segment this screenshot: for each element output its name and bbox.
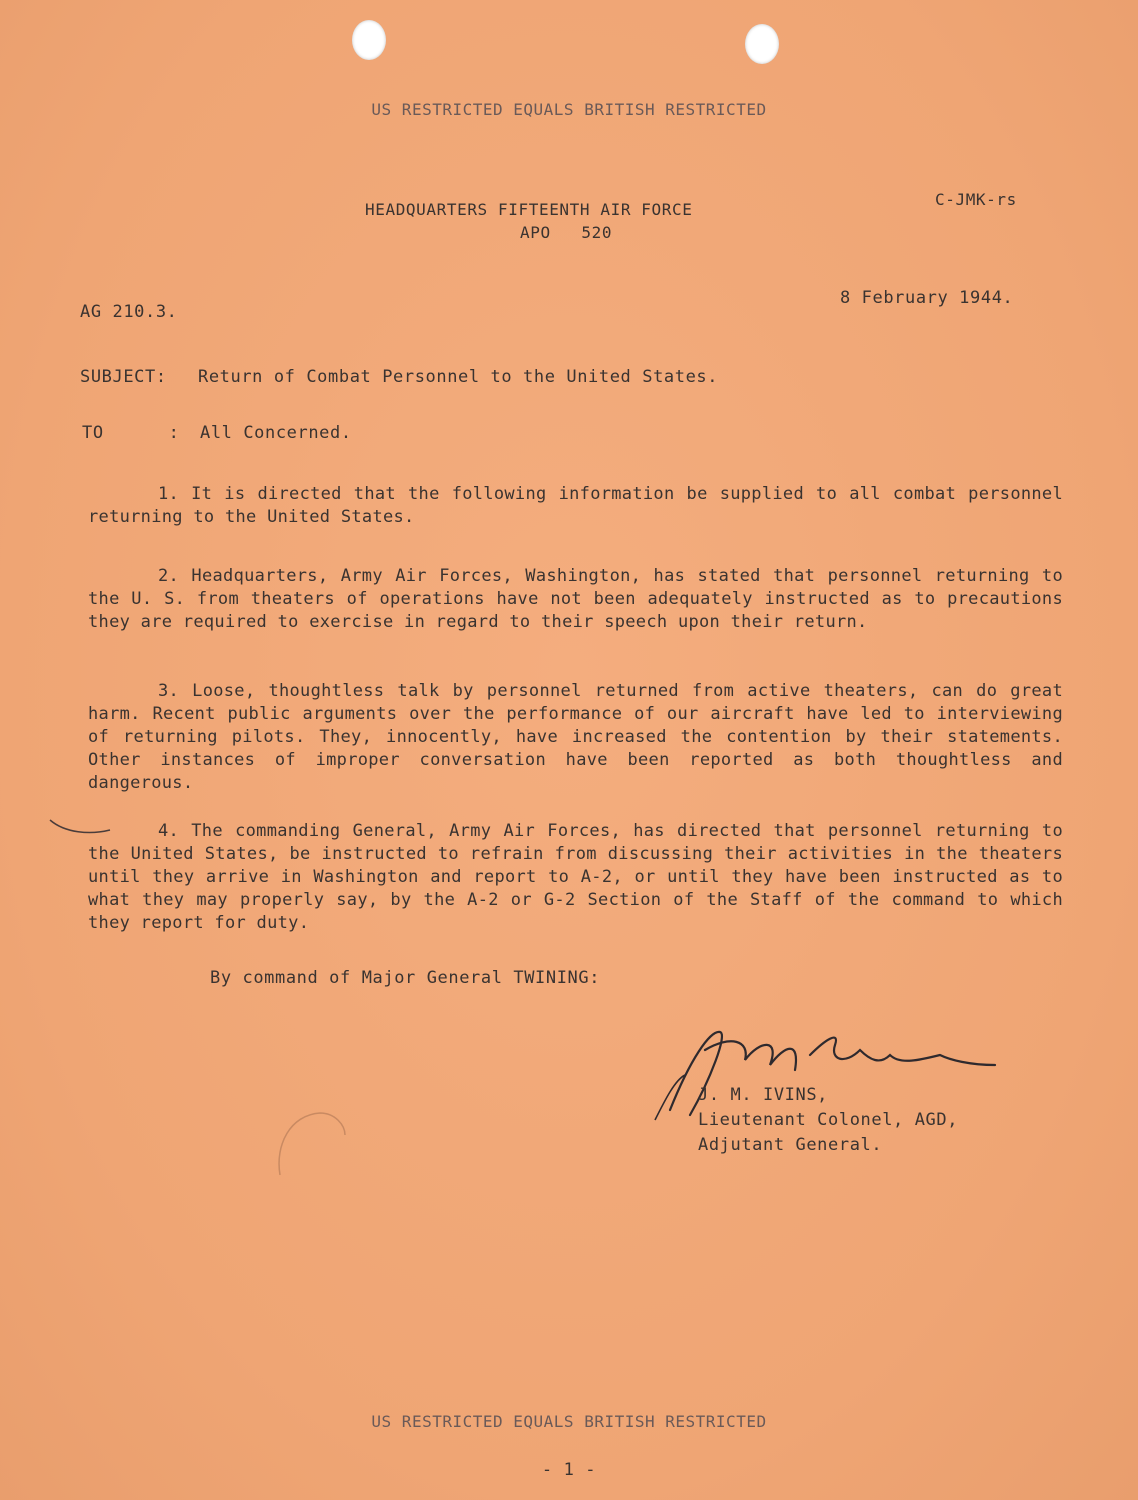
document-date: 8 February 1944. [840,288,1014,308]
hq-heading: HEADQUARTERS FIFTEENTH AIR FORCE [365,200,693,219]
to-label: TO : [82,423,180,443]
paragraph-3 [88,680,1063,795]
paragraph-1 [88,483,1063,529]
to-text: All Concerned. [200,423,352,443]
punch-hole-right [745,24,779,64]
classification-top: US RESTRICTED EQUALS BRITISH RESTRICTED [371,100,767,119]
pencil-mark [45,815,115,840]
subject-text: Return of Combat Personnel to the United States. [198,367,719,387]
paragraph-4-text: 4. The commanding General, Army Air Forces, has directed that personnel returning to the United States, be instructed to refrain from discussing their activities in the theaters until they arrive in Washington and report to A-2, or until they have been instructed as to what they may properly say, by the A-2 or G-2 Section of the Staff of the command to which they report for duty. [88,821,1063,933]
paragraph-2-text: 2. Headquarters, Army Air Forces, Washington, has stated that personnel returning to the U. S. from theaters of operations have not been adequately instructed as to precautions they are required to exercise in regard to their speech upon their return. [88,566,1063,632]
faint-circle-mark [270,1105,350,1185]
punch-hole-left [352,20,386,60]
signatory-rank: Lieutenant Colonel, AGD, [698,1110,959,1130]
paragraph-3-text: 3. Loose, thoughtless talk by personnel returned from active theaters, can do great harm. Recent public arguments over the performance of our aircraft have led to interviewing of returning pilots. They, innocently, have increased the contention by their statements. Other instances of improper conversation have been reported as both thoughtless and dangerous. [88,681,1063,793]
paragraph-1-text: 1. It is directed that the following information be supplied to all combat personnel returning to the United States. [88,484,1063,527]
classification-bottom: US RESTRICTED EQUALS BRITISH RESTRICTED [371,1412,767,1431]
paragraph-4 [88,820,1063,935]
signatory-title: Adjutant General. [698,1135,883,1155]
file-reference: C-JMK-rs [935,190,1017,209]
signatory-name: J. M. IVINS, [698,1085,829,1105]
command-line: By command of Major General TWINING: [210,968,601,988]
apo-number: APO 520 [520,223,613,242]
ag-number: AG 210.3. [80,302,178,322]
paragraph-2 [88,565,1063,634]
subject-label: SUBJECT: [80,367,167,387]
page-number: - 1 - [541,1460,597,1480]
